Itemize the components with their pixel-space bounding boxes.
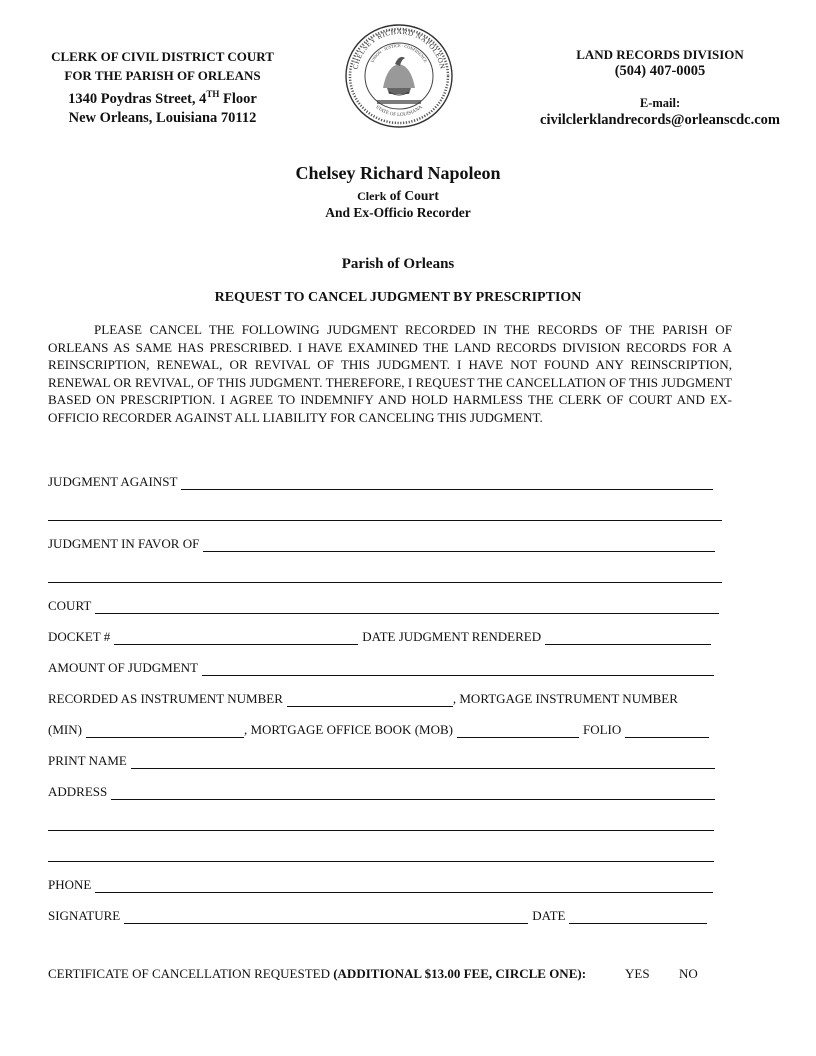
date-rendered-label: DATE JUDGMENT RENDERED: [362, 629, 542, 644]
certificate-request: [48, 966, 586, 982]
clerk-title: [0, 188, 796, 204]
recorded-as-label: RECORDED AS INSTRUMENT NUMBER: [48, 691, 283, 706]
recorder-title: And Ex-Officio Recorder: [325, 205, 471, 220]
court-name: CLERK OF CIVIL DISTRICT COURT: [51, 49, 274, 64]
date-label: DATE: [532, 908, 566, 923]
docket-label: DOCKET #: [48, 629, 111, 644]
address-line[interactable]: [111, 787, 715, 800]
amount-row: [48, 658, 714, 676]
division-email: civilclerklandrecords@orleanscdc.com: [540, 112, 780, 128]
recorded-as-row: [48, 689, 678, 707]
judgment-in-favor-continued-row: [48, 565, 722, 583]
date-rendered-line[interactable]: [545, 632, 711, 645]
docket-line[interactable]: [114, 632, 358, 645]
judgment-against-row: [48, 472, 713, 490]
amount-label: AMOUNT OF JUDGMENT: [48, 660, 198, 675]
judgment-in-favor-line-2[interactable]: [48, 570, 722, 583]
seal-emblem-icon: [343, 22, 455, 130]
seal-ring-text: CHELSEY RICHARD NAPOLEON: [351, 27, 447, 71]
parish-title: Parish of Orleans: [341, 256, 455, 272]
min-row: [48, 720, 709, 738]
street-text: 1340 Poydras Street, 4: [68, 90, 207, 107]
amount-line[interactable]: [202, 663, 714, 676]
floor-suffix: TH: [206, 89, 220, 99]
judgment-against-line-2[interactable]: [48, 508, 722, 521]
print-name-label: PRINT NAME: [48, 753, 127, 768]
clerk-seal: [343, 22, 455, 130]
mortgage-instrument-label: , MORTGAGE INSTRUMENT NUMBER: [452, 691, 678, 706]
min-line[interactable]: [86, 725, 244, 738]
certificate-fee: (ADDITIONAL $13.00 FEE, CIRCLE ONE):: [333, 966, 587, 981]
judgment-in-favor-label: JUDGMENT IN FAVOR OF: [48, 536, 200, 551]
division-phone: (504) 407-0005: [614, 63, 706, 79]
judgment-against-continued-row: [48, 503, 722, 521]
court-label: COURT: [48, 598, 92, 613]
certificate-yes-option[interactable]: YES: [625, 966, 650, 981]
form-title: REQUEST TO CANCEL JUDGMENT BY PRESCRIPTION: [214, 290, 582, 305]
clerk-word: Clerk: [357, 189, 387, 203]
judgment-against-label: JUDGMENT AGAINST: [48, 474, 178, 489]
address-row: [48, 782, 715, 800]
address-line-3[interactable]: [48, 849, 714, 862]
clerk-name: Chelsey Richard Napoleon: [295, 163, 501, 183]
court-line[interactable]: [95, 601, 719, 614]
judgment-in-favor-row: [48, 534, 715, 552]
address-label: ADDRESS: [48, 784, 108, 799]
of-court-text: of Court: [386, 188, 439, 203]
phone-line[interactable]: [95, 880, 713, 893]
signature-line[interactable]: [124, 911, 528, 924]
phone-label: PHONE: [48, 877, 92, 892]
signature-row: [48, 906, 707, 924]
docket-row: [48, 627, 711, 645]
seal-bottom-text: STATE OF LOUISIANA: [374, 105, 424, 119]
certificate-label: CERTIFICATE OF CANCELLATION REQUESTED: [48, 966, 334, 981]
date-line[interactable]: [569, 911, 707, 924]
judgment-in-favor-line[interactable]: [203, 539, 715, 552]
seal-motto: UNION · JUSTICE · CONFIDENCE: [369, 42, 429, 64]
folio-label: FOLIO: [582, 722, 622, 737]
print-name-row: [48, 751, 715, 769]
division-title: LAND RECORDS DIVISION: [576, 47, 744, 62]
court-parish: FOR THE PARISH OF ORLEANS: [64, 68, 261, 83]
instrument-number-line[interactable]: [287, 694, 453, 707]
svg-text:STATE OF LOUISIANA: [374, 105, 424, 118]
signature-label: SIGNATURE: [48, 908, 121, 923]
phone-row: [48, 875, 713, 893]
mob-line[interactable]: [457, 725, 579, 738]
request-statement: PLEASE CANCEL THE FOLLOWING JUDGMENT RECORDED IN THE RECORDS OF THE PARISH OF ORLEANS AS SAME HAS PRESCRIBED. I HAVE EXAMINED THE LAND RECORDS DIVISION RECORDS FOR A REINSCRIPTION, RENEWAL, OR REVIVAL OF THIS JUDGMENT. I HAVE NOT FOUND ANY REINSCRIPTION, RENEWAL OR REVIVAL, OF THIS JUDGMENT. THEREFORE, I REQUEST THE CANCELLATION OF THIS JUDGMENT BASED ON PRESCRIPTION. I AGREE TO INDEMNIFY AND HOLD HARMLESS THE CLERK OF COURT AND EX-OFFICIO RECORDER AGAINST ALL LIABILITY FOR CANCELING THIS JUDGMENT.: [48, 322, 732, 425]
court-street: [20, 85, 305, 109]
court-row: [48, 596, 719, 614]
court-address-block: [20, 47, 305, 128]
email-label: E-mail:: [639, 96, 681, 110]
address-continued-row-2: [48, 844, 714, 862]
court-city: New Orleans, Louisiana 70112: [68, 109, 257, 126]
floor-text: Floor: [219, 90, 257, 107]
print-name-line[interactable]: [131, 756, 715, 769]
judgment-against-line[interactable]: [181, 477, 713, 490]
division-contact-block: [510, 47, 810, 129]
min-label: (MIN): [48, 722, 82, 737]
folio-line[interactable]: [625, 725, 709, 738]
address-continued-row-1: [48, 813, 714, 831]
address-line-2[interactable]: [48, 818, 714, 831]
mob-label: , MORTGAGE OFFICE BOOK (MOB): [243, 722, 453, 737]
certificate-no-option[interactable]: NO: [679, 966, 698, 981]
